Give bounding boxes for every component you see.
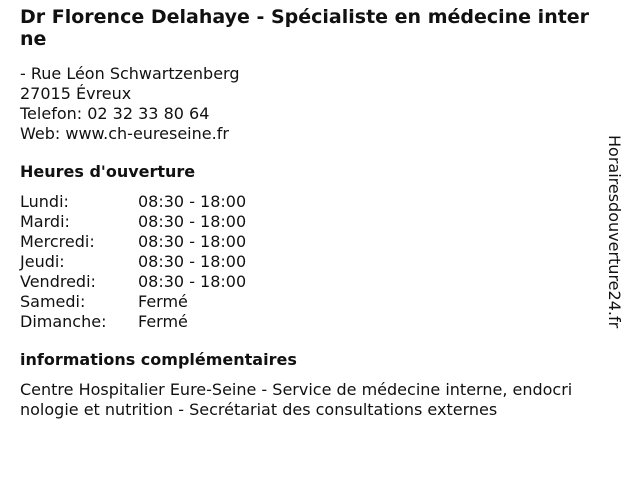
day-time: 08:30 - 18:00: [138, 232, 247, 251]
hours-table: [20, 192, 600, 332]
page-title: Dr Florence Delahaye - Spécialiste en médecine interne: [20, 6, 590, 50]
day-time: 08:30 - 18:00: [138, 272, 247, 291]
day-label: Lundi:: [20, 192, 69, 211]
day-label: Dimanche:: [20, 312, 107, 331]
day-label: Samedi:: [20, 292, 86, 311]
day-time: 08:30 - 18:00: [138, 212, 247, 231]
day-label: Mardi:: [20, 212, 70, 231]
day-time: Fermé: [138, 292, 188, 311]
hours-row-saturday: [20, 292, 600, 312]
hours-row-monday: [20, 192, 600, 212]
hours-row-friday: [20, 272, 600, 292]
hours-heading: Heures d'ouverture: [20, 162, 196, 181]
phone-line: Telefon: 02 32 33 80 64: [20, 104, 210, 123]
day-time: 08:30 - 18:00: [138, 192, 247, 211]
info-text: Centre Hospitalier Eure-Seine - Service de médecine interne, endocrinologie et nutrition - Secrétariat des consultations externes: [20, 380, 573, 419]
day-time: Fermé: [138, 312, 188, 331]
hours-row-sunday: [20, 312, 600, 332]
site-watermark: Horairesdouverture24.fr: [605, 135, 624, 329]
street-line: - Rue Léon Schwartzenberg: [20, 64, 240, 83]
address-block: [20, 64, 600, 144]
info-heading: informations complémentaires: [20, 350, 297, 369]
day-label: Mercredi:: [20, 232, 95, 251]
hours-row-tuesday: [20, 212, 600, 232]
day-time: 08:30 - 18:00: [138, 252, 247, 271]
hours-row-thursday: [20, 252, 600, 272]
hours-row-wednesday: [20, 232, 600, 252]
listing-content: [20, 6, 600, 420]
day-label: Vendredi:: [20, 272, 96, 291]
city-line: 27015 Évreux: [20, 84, 132, 103]
web-line: Web: www.ch-eureseine.fr: [20, 124, 229, 143]
day-label: Jeudi:: [20, 252, 65, 271]
